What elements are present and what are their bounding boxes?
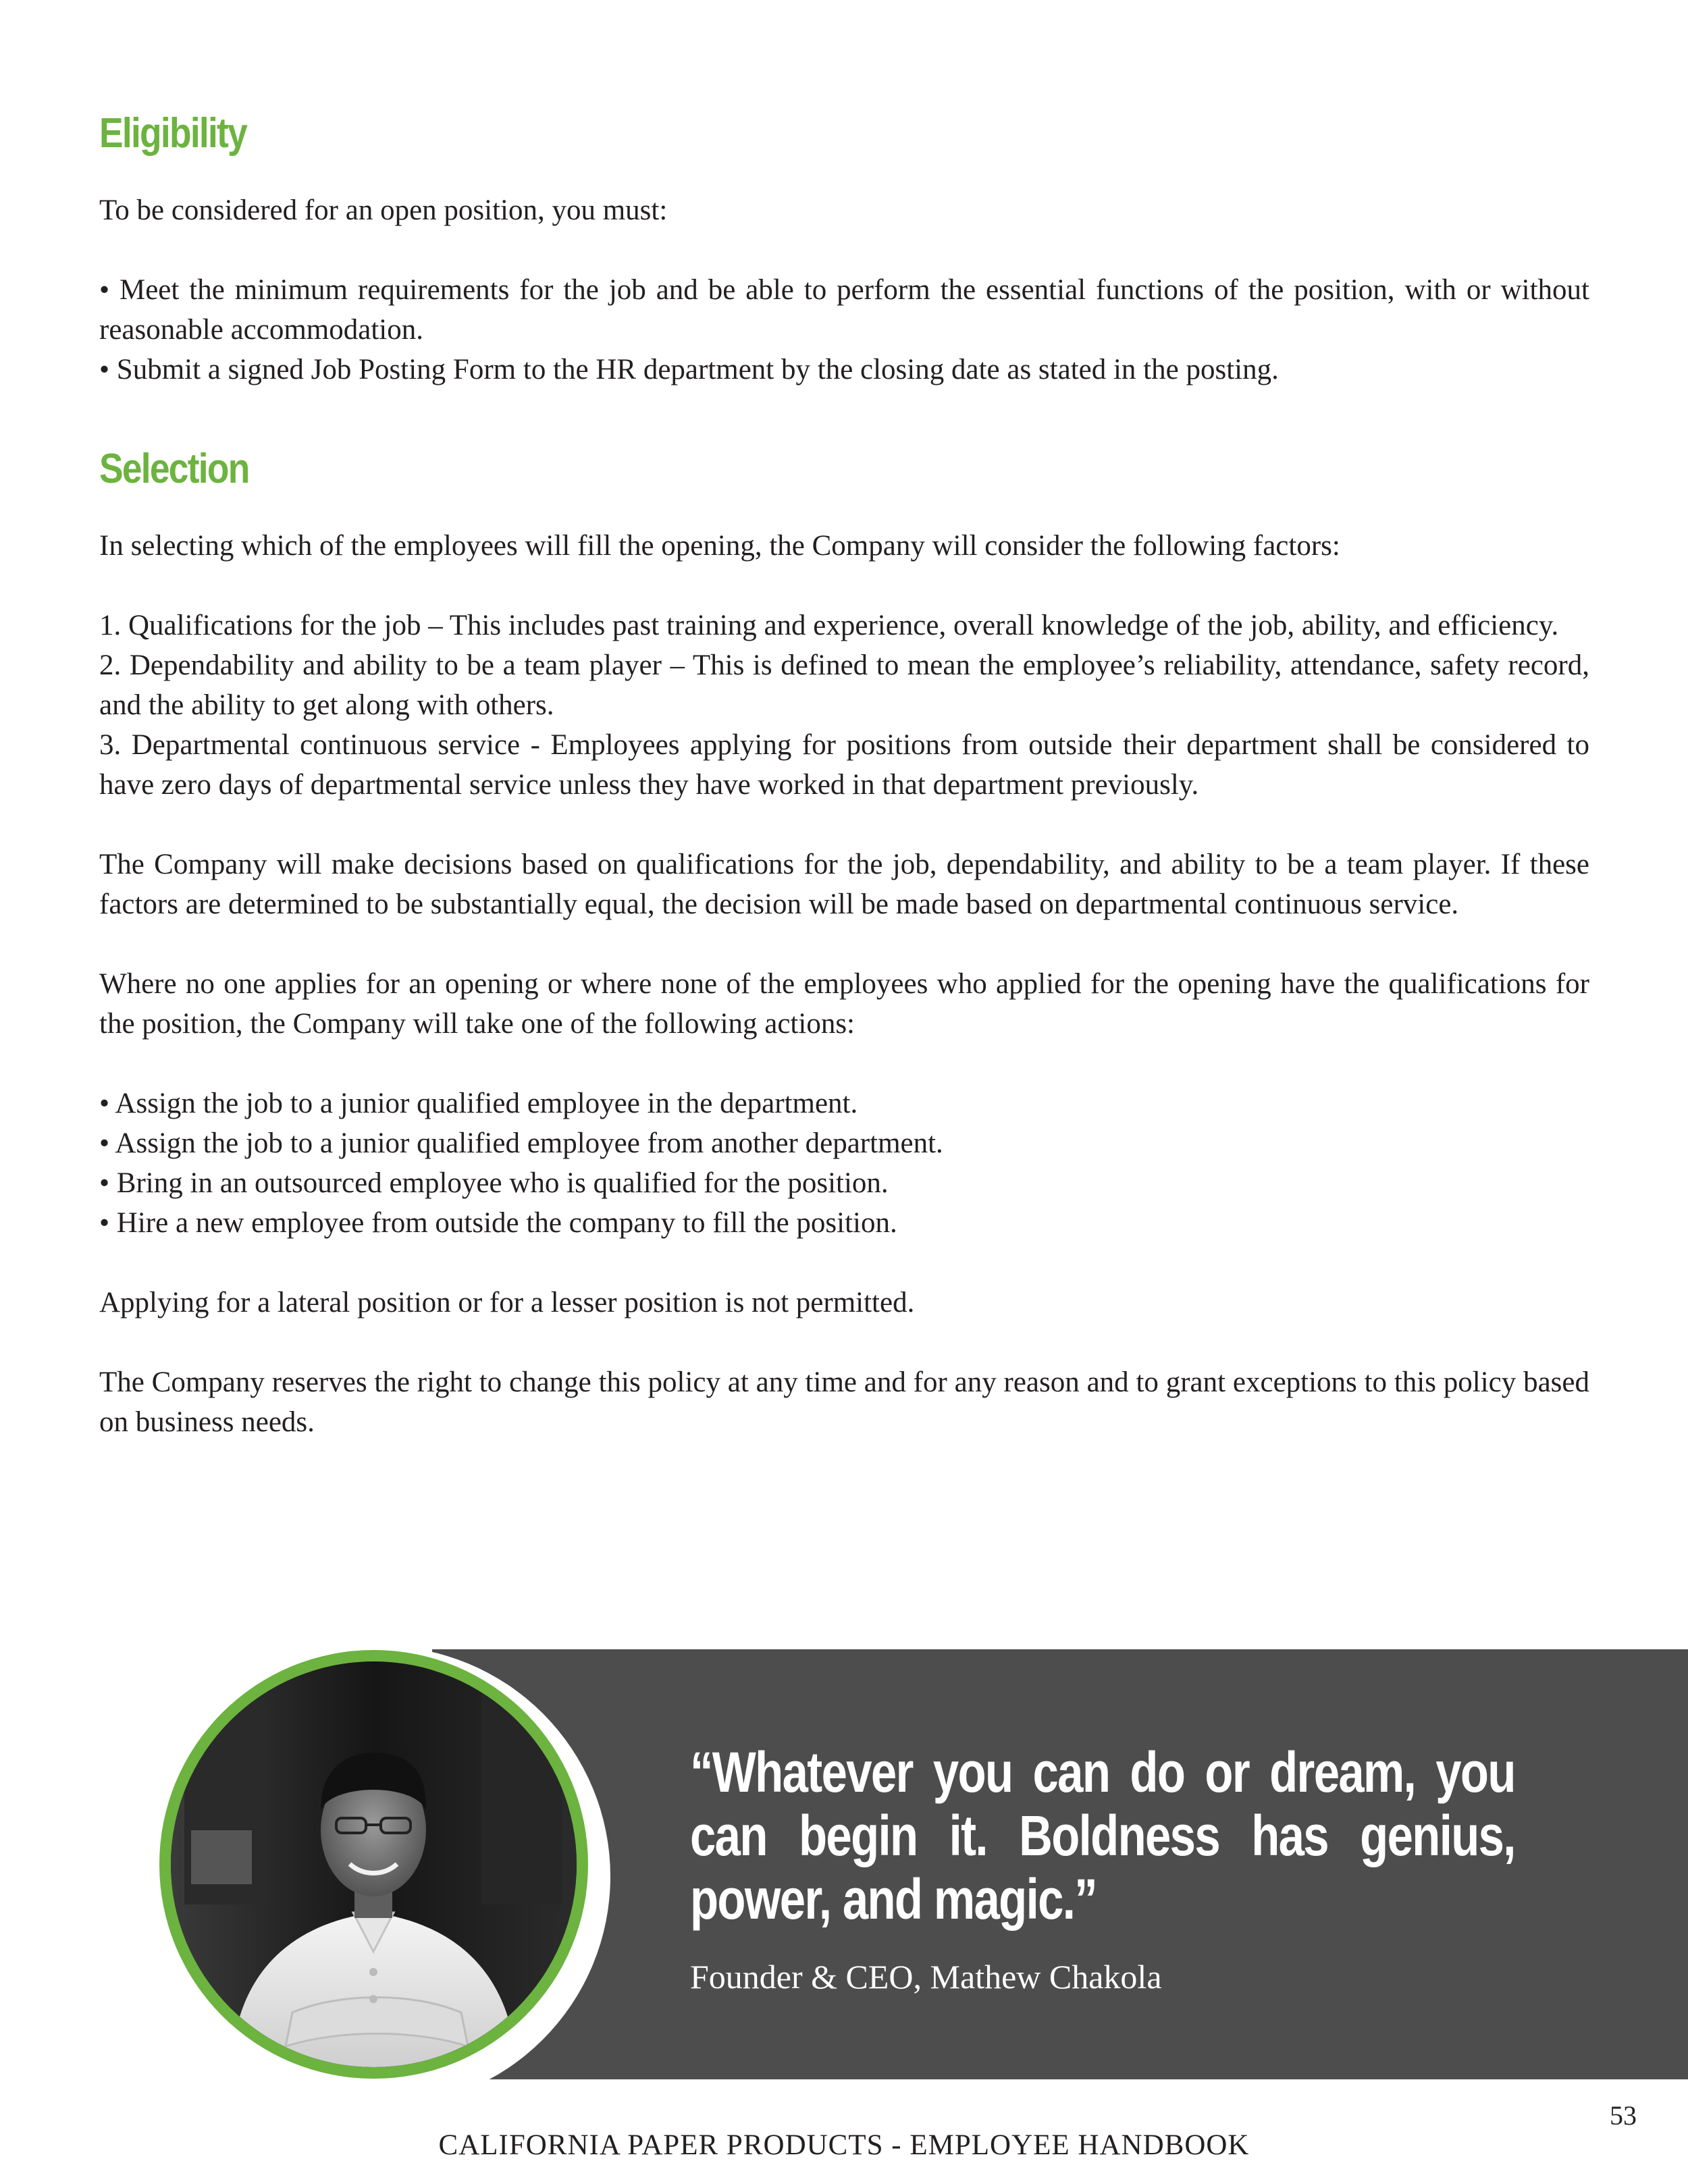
footer-title: CALIFORNIA PAPER PRODUCTS - EMPLOYEE HANDBOOK <box>438 2129 1250 2161</box>
ceo-quote: “Whatever you can do or dream, you can begin it. Boldness has genius, power, and magic.” <box>690 1740 1515 1931</box>
selection-heading: Selection <box>99 446 249 492</box>
no-applicant-paragraph: Where no one applies for an opening or where none of the employees who applied for the opening have the qualifications for the position, the Company will take one of the following actions: <box>99 968 1589 1040</box>
action-bullet: • Assign the job to a junior qualified employee from another department. <box>99 1127 943 1159</box>
page-content <box>99 101 1589 1442</box>
action-bullet: • Assign the job to a junior qualified employee in the department. <box>99 1088 858 1119</box>
eligibility-intro: To be considered for an open position, you must: <box>99 194 668 226</box>
quote-attribution: Founder & CEO, Mathew Chakola <box>690 1958 1162 1996</box>
eligibility-section <box>99 101 1589 390</box>
eligibility-heading: Eligibility <box>99 110 247 157</box>
founder-portrait-illustration <box>171 1661 577 2067</box>
action-bullet: • Bring in an outsourced employee who is qualified for the position. <box>99 1167 889 1199</box>
selection-intro: In selecting which of the employees will fill the opening, the Company will consider the following factors: <box>99 530 1340 562</box>
selection-section <box>99 437 1589 1442</box>
selection-factor: 1. Qualifications for the job – This includes past training and experience, overall knowledge of the job, ability, and efficiency. <box>99 610 1559 641</box>
selection-factor: 2. Dependability and ability to be a team player – This is defined to mean the employee’s reliability, attendance, safety record, and the ability to get along with others. <box>99 649 1589 721</box>
lateral-paragraph: Applying for a lateral position or for a lesser position is not permitted. <box>99 1287 915 1319</box>
page-number: 53 <box>1610 2100 1637 2131</box>
reserve-paragraph: The Company reserves the right to change this policy at any time and for any reason and to grant exceptions to this policy based on business needs. <box>99 1366 1589 1438</box>
action-bullet: • Hire a new employee from outside the company to fill the position. <box>99 1207 897 1239</box>
eligibility-bullet: • Meet the minimum requirements for the job and be able to perform the essential functions of the position, with or without reasonable accommodation. <box>99 274 1589 346</box>
eligibility-bullet: • Submit a signed Job Posting Form to the HR department by the closing date as stated in the posting. <box>99 354 1279 385</box>
decision-paragraph: The Company will make decisions based on qualifications for the job, dependability, and ability to be a team player. If these factors are determined to be substantially equal, the decision will be made based on departmental continuous service. <box>99 849 1589 920</box>
selection-factor: 3. Departmental continuous service - Employees applying for positions from outside their department shall be considered to have zero days of departmental service unless they have worked in that department previously. <box>99 729 1589 801</box>
founder-photo <box>171 1661 577 2067</box>
